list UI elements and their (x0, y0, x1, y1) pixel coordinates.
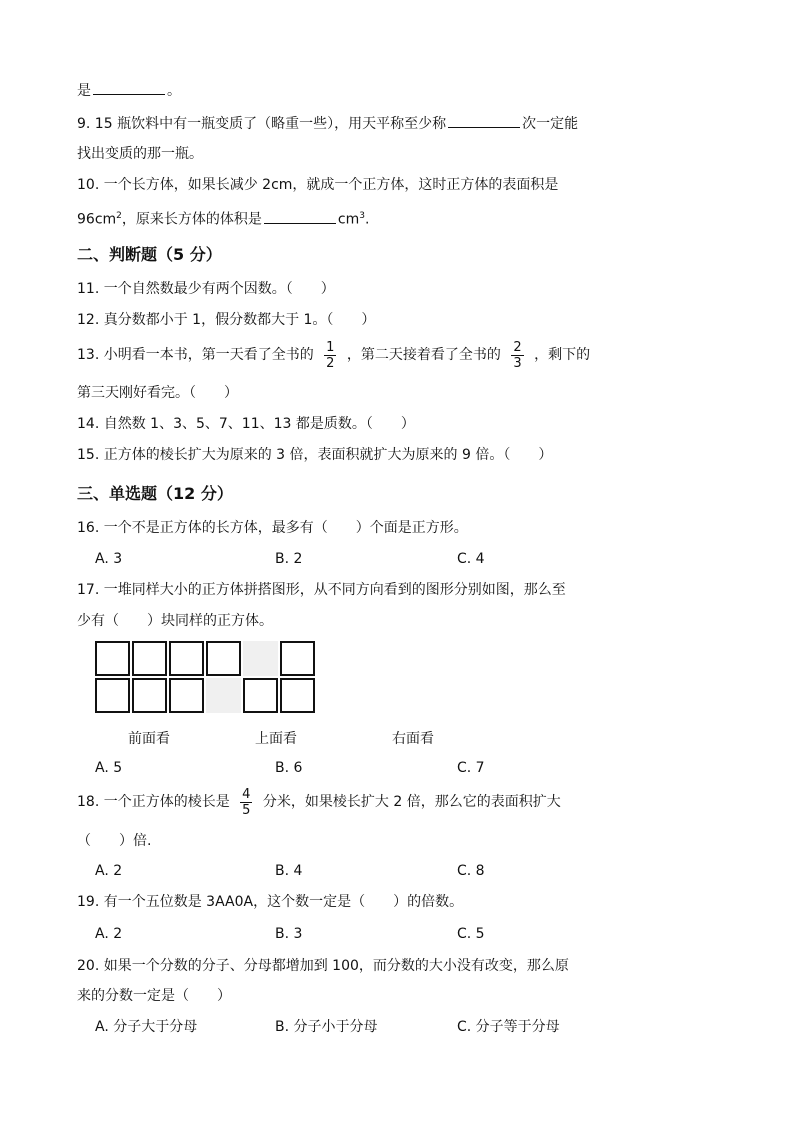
question-17: 17. 一堆同样大小的正方体拼搭图形，从不同方向看到的图形分别如图，那么至 (77, 582, 566, 598)
right-view-cell (243, 678, 278, 713)
front-view-cell (95, 641, 130, 676)
top-view-label: 上面看 (255, 731, 297, 747)
question-9 (77, 113, 578, 134)
question-10: 10. 一个长方体，如果长减少 2cm，就成一个正方体，这时正方体的表面积是 (77, 177, 559, 193)
question-13[interactable] (77, 338, 590, 372)
top-view-cell (206, 641, 241, 676)
question-20: 20. 如果一个分数的分子、分母都增加到 100，而分数的大小没有改变，那么原 (77, 958, 569, 974)
top-view-cell (169, 641, 204, 676)
q10-unit: cm (337, 211, 360, 228)
fraction-four-fifths: $\frac{4}{5}$ (242, 786, 251, 818)
q18-option-c[interactable]: C. 8 (457, 863, 485, 879)
q8-tail (77, 80, 181, 101)
q8-prefix: 是 (77, 83, 91, 99)
right-view-empty-cell (243, 641, 278, 676)
q10-end: . (364, 211, 370, 228)
fraction-one-half: $\frac{1}{2}$ (326, 339, 335, 371)
front-view-cell (95, 678, 130, 713)
q18-line2: （ ）倍. (77, 833, 152, 849)
fraction-two-thirds: $\frac{2}{3}$ (513, 339, 522, 371)
question-19: 19. 有一个五位数是 3AA0A，这个数一定是（ ）的倍数。 (77, 894, 464, 910)
q10-area-value: 96cm (77, 211, 117, 228)
right-view-label: 右面看 (392, 731, 434, 747)
front-view-label: 前面看 (128, 731, 170, 747)
q9-line2: 找出变质的那一瓶。 (77, 146, 203, 162)
q17-option-b[interactable]: B. 6 (275, 760, 303, 776)
question-14[interactable]: 14. 自然数 1、3、5、7、11、13 都是质数。（ ） (77, 416, 415, 432)
q17-option-a[interactable]: A. 5 (95, 760, 123, 776)
q13-line2: 第三天刚好看完。（ ） (77, 385, 238, 401)
right-view-cell (280, 641, 315, 676)
q20-option-c[interactable]: C. 分子等于分母 (457, 1019, 560, 1035)
q10-area-exp: 2 (116, 211, 122, 221)
q16-option-c[interactable]: C. 4 (457, 551, 485, 567)
q19-option-c[interactable]: C. 5 (457, 926, 485, 942)
q10-text: ，原来长方体的体积是 (121, 211, 262, 228)
front-view-cell (132, 678, 167, 713)
q10-line2 (77, 206, 369, 230)
q10-unit-exp: 3 (359, 211, 365, 221)
section-2-title: 二、判断题（5 分） (77, 245, 222, 264)
q16-option-b[interactable]: B. 2 (275, 551, 303, 567)
top-view-empty-cell (206, 678, 241, 713)
q13-text-c: ，剩下的 (534, 347, 591, 363)
right-view-cell (280, 678, 315, 713)
q13-text-a: 13. 小明看一本书，第一天看了全书的 (77, 347, 314, 363)
q19-option-a[interactable]: A. 2 (95, 926, 123, 942)
q16-option-a[interactable]: A. 3 (95, 551, 123, 567)
q8-answer-blank[interactable] (93, 80, 165, 95)
q18-text-a: 18. 一个正方体的棱长是 (77, 794, 230, 810)
q18-text-b: 分米，如果棱长扩大 2 倍，那么它的表面积扩大 (262, 794, 561, 810)
question-18 (77, 784, 561, 820)
q17-option-c[interactable]: C. 7 (457, 760, 485, 776)
q18-option-b[interactable]: B. 4 (275, 863, 303, 879)
section-3-title: 三、单选题（12 分） (77, 484, 233, 503)
q17-line2: 少有（ ）块同样的正方体。 (77, 613, 273, 629)
question-12[interactable]: 12. 真分数都小于 1，假分数都大于 1。（ ） (77, 312, 376, 328)
question-11[interactable]: 11. 一个自然数最少有两个因数。（ ） (77, 281, 335, 297)
question-16: 16. 一个不是正方体的长方体，最多有（ ）个面是正方形。 (77, 520, 468, 536)
question-15[interactable]: 15. 正方体的棱长扩大为原来的 3 倍，表面积就扩大为原来的 9 倍。（ ） (77, 447, 553, 463)
top-view-cell (169, 678, 204, 713)
q9-text: 9. 15 瓶饮料中有一瓶变质了（略重一些），用天平称至少称 (77, 116, 447, 132)
q9-text-after: 次一定能 (522, 116, 579, 132)
q20-option-b[interactable]: B. 分子小于分母 (275, 1019, 378, 1035)
front-view-cell (132, 641, 167, 676)
q9-answer-blank[interactable] (448, 113, 520, 128)
q18-option-a[interactable]: A. 2 (95, 863, 123, 879)
q10-answer-blank[interactable] (264, 209, 336, 224)
q20-option-a[interactable]: A. 分子大于分母 (95, 1019, 198, 1035)
q8-suffix: 。 (167, 83, 181, 99)
q19-option-b[interactable]: B. 3 (275, 926, 303, 942)
q13-text-b: ，第二天接着看了全书的 (346, 347, 501, 363)
q20-line2: 来的分数一定是（ ） (77, 988, 231, 1004)
